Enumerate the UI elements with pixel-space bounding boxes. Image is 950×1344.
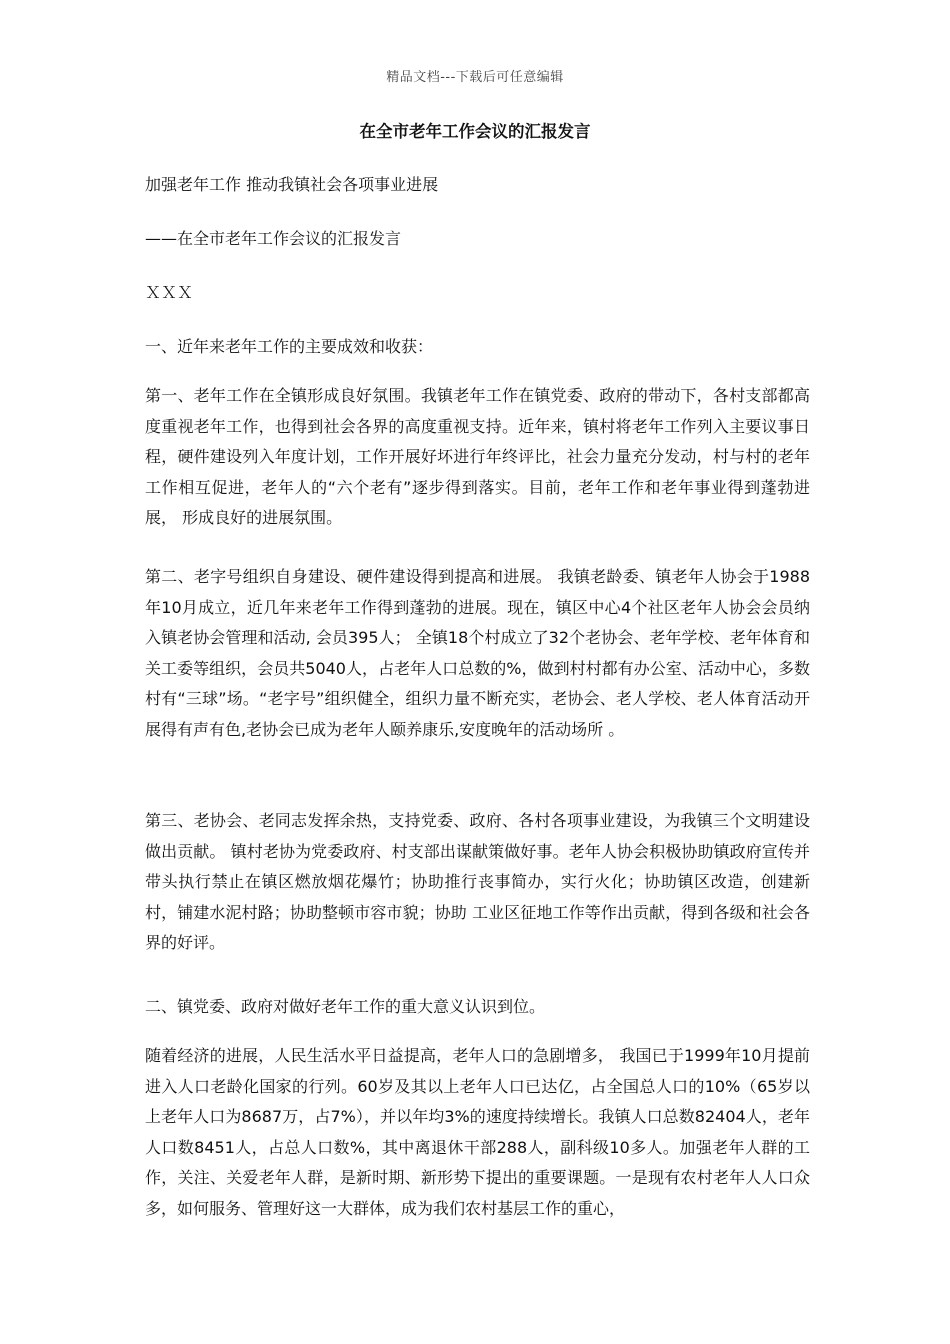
headline: 加强老年工作 推动我镇社会各项事业进展 (145, 175, 439, 194)
section-2-heading: 二、镇党委、政府对做好老年工作的重大意义认识到位。 (145, 997, 546, 1016)
paragraph-2: 第二、老字号组织自身建设、硬件建设得到提高和进展。 我镇老龄委、镇老年人协会于1988年10月成立，近几年来老年工作得到蓬勃的进展。现在，镇区中心4个社区老年人协会会员纳入镇老协会管理和活动, 会员395人； 全镇18个村成立了32个老协会、老年学校、老年体育和关工委等组织，会员共5040人，占老年人口总数的%，做到村村都有办公室、活动中心，多数村有“三球”场。“老字号”组织健全，组织力量不断充实，老协会、老人学校、老人体育活动开展得有声有色,老协会已成为老年人颐养康乐,安度晚年的活动场所 。 (145, 567, 810, 739)
paragraph-3: 第三、老协会、老同志发挥余热，支持党委、政府、各村各项事业建设，为我镇三个文明建设做出贡献。 镇村老协为党委政府、村支部出谋献策做好事。老年人协会积极协助镇政府宣传并带头执行禁止在镇区燃放烟花爆竹；协助推行丧事简办，实行火化；协助镇区改造，创建新村，铺建水泥村路；协助整顿市容市貌；协助 工业区征地工作等作出贡献，得到各级和社会各界的好评。 (145, 811, 810, 953)
document-title: 在全市老年工作会议的汇报发言 (359, 122, 591, 141)
paragraph-1: 第一、老年工作在全镇形成良好氛围。我镇老年工作在镇党委、政府的带动下，各村支部都高度重视老年工作，也得到社会各界的高度重视支持。近年来，镇村将老年工作列入主要议事日程，硬件建设列入年度计划，工作开展好坏进行年终评比，社会力量充分发动，村与村的老年工作相互促进，老年人的“六个老有”逐步得到落实。目前，老年工作和老年事业得到蓬勃进展， 形成良好的进展氛围。 (145, 386, 810, 528)
subtitle: ——在全市老年工作会议的汇报发言 (145, 229, 402, 248)
paragraph-4: 随着经济的进展，人民生活水平日益提高，老年人口的急剧增多， 我国已于1999年10月提前进入人口老龄化国家的行列。60岁及其以上老年人口已达亿，占全国总人口的10%（65岁以上老年人口为8687万，占7%），并以年均3%的速度持续增长。我镇人口总数82404人，老年人口数8451人，占总人口数%，其中离退休干部288人，副科级10多人。加强老年人群的工作，关注、关爱老年人群，是新时期、新形势下提出的重要课题。一是现有农村老年人人口众多，如何服务、管理好这一大群体，成为我们农村基层工作的重心， (145, 1046, 810, 1218)
section-1-heading: 一、近年来老年工作的主要成效和收获： (145, 337, 434, 356)
author: ＸＸＸ (145, 283, 194, 302)
header-note: 精品文档---下载后可任意编辑 (386, 70, 564, 85)
